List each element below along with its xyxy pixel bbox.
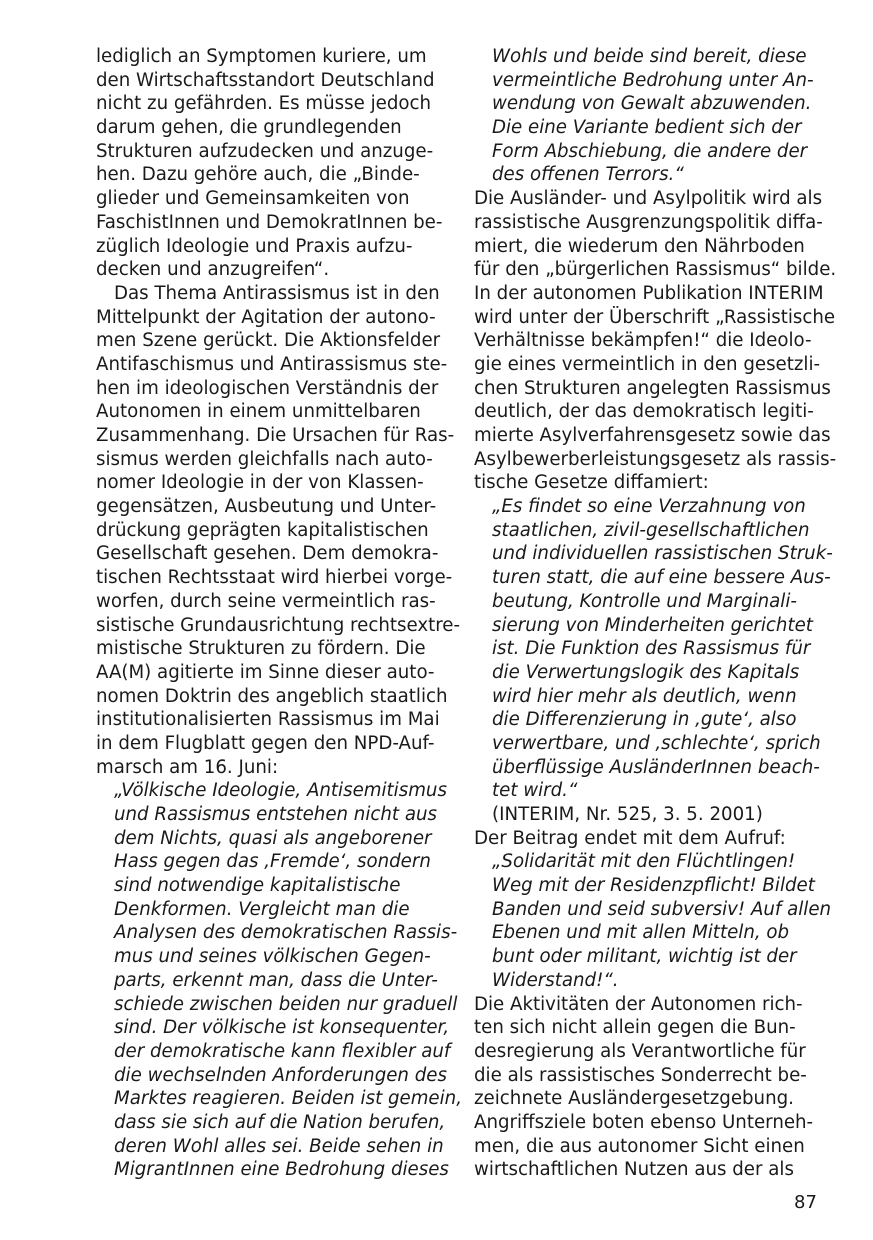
- text-line: ist. Die Funktion des Rassismus für: [492, 638, 811, 660]
- text-line: dem Nichts, quasi als angeborener: [114, 827, 432, 849]
- text-line: beutung, Kontrolle und Marginali-: [492, 590, 797, 612]
- text-line: hen im ideologischen Verständnis der: [96, 377, 439, 399]
- text-line: Mittelpunkt der Agitation der autono-: [96, 306, 436, 328]
- text-line: „Völkische Ideologie, Antisemitismus: [114, 780, 447, 802]
- text-line: Ebenen und mit allen Mitteln, ob: [492, 922, 790, 944]
- text-line: nicht zu gefährden. Es müsse jedoch: [96, 93, 432, 115]
- text-line: und individuellen rassistischen Struk-: [492, 543, 833, 565]
- block-quote: [96, 779, 462, 1182]
- text-line: gie eines vermeintlich in den gesetzli-: [474, 353, 821, 375]
- text-line: in dem Flugblatt gegen den NPD-Auf-: [96, 732, 435, 754]
- text-line: tet wird.“: [492, 780, 578, 802]
- text-line: zeichnete Ausländergesetzgebung.: [474, 1088, 794, 1110]
- text-line: des offenen Terrors.“: [492, 164, 684, 186]
- text-line: für den „bürgerlichen Rassismus“ bilde.: [474, 259, 837, 281]
- text-line: glieder und Gemeinsamkeiten von: [96, 188, 410, 210]
- text-line: worfen, durch seine vermeintlich ras-: [96, 590, 436, 612]
- text-line: tischen Rechtsstaat wird hierbei vorge-: [96, 567, 453, 589]
- text-line: bunt oder militant, wichtig ist der: [492, 946, 797, 968]
- text-line: Verhältnisse bekämpfen!“ die Ideolo-: [474, 330, 812, 352]
- text-line: Form Abschiebung, die andere der: [492, 140, 808, 162]
- text-line: Asylbewerberleistungsgesetz als rassis-: [474, 448, 837, 470]
- text-line: Marktes reagieren. Beiden ist gemein,: [114, 1088, 462, 1110]
- text-line: Banden und seid subversiv! Auf allen: [492, 898, 832, 920]
- text-line: miert, die wiederum den Nährboden: [474, 235, 805, 257]
- text-line: Die eine Variante bedient sich der: [492, 117, 802, 139]
- text-line: Weg mit der Residenzpflicht! Bildet: [492, 875, 815, 897]
- text-line: Zusammenhang. Die Ursachen für Ras-: [96, 425, 455, 446]
- text-line: nomen Doktrin des angeblich staatlich: [96, 685, 448, 707]
- text-line: Gesellschaft gesehen. Dem demokra-: [96, 543, 439, 565]
- citation: (INTERIM, Nr. 525, 3. 5. 2001): [492, 804, 763, 825]
- text-line: darum gehen, die grundlegenden: [96, 117, 402, 139]
- text-line: Die Ausländer- und Asylpolitik wird als: [474, 188, 823, 210]
- paragraph: Der Beitrag endet mit dem Aufruf:: [474, 827, 786, 849]
- text-line: Das Thema Antirassismus ist in den: [114, 282, 440, 304]
- text-line: wird unter der Überschrift „Rassistische: [474, 306, 836, 328]
- text-line: schiede zwischen beiden nur graduell: [114, 993, 458, 1015]
- text-line: institutionalisierten Rassismus im Mai: [96, 709, 440, 731]
- text-line: marsch am 16. Juni:: [96, 756, 279, 778]
- text-line: die Differenzierung in ‚gute‘, also: [492, 709, 797, 731]
- paragraph: [96, 45, 441, 282]
- text-line: Denkformen. Vergleicht man die: [114, 898, 410, 920]
- paragraph: [474, 187, 837, 495]
- text-line: Antifaschismus und Antirassismus ste-: [96, 353, 448, 375]
- text-line: den Wirtschaftsstandort Deutschland: [96, 69, 435, 91]
- text-line: nomer Ideologie in der von Klassen-: [96, 472, 424, 494]
- text-line: deutlich, der das demokratisch legiti-: [474, 401, 814, 423]
- text-line: parts, erkennt man, dass die Unter-: [114, 969, 438, 991]
- text-line: desregierung als Verantwortliche für: [474, 1040, 806, 1062]
- text-line: rassistische Ausgrenzungspolitik diffa-: [474, 211, 823, 233]
- text-line: sistische Grundausrichtung rechtsextre-: [96, 614, 461, 636]
- text-line: drückung geprägten kapitalistischen: [96, 519, 429, 541]
- right-column: [474, 45, 837, 1182]
- page-number: 87: [794, 1192, 817, 1213]
- text-line: der demokratische kann flexibler auf: [114, 1040, 451, 1062]
- text-line: wendung von Gewalt abzuwenden.: [492, 93, 812, 115]
- text-line: staatlichen, zivil-gesellschaftlichen: [492, 519, 810, 541]
- text-line: Hass gegen das ‚Fremde‘, sondern: [114, 851, 431, 873]
- text-line: men, die aus autonomer Sicht einen: [474, 1135, 805, 1157]
- text-line: Autonomen in einem unmittelbaren: [96, 401, 421, 423]
- text-line: gegensätzen, Ausbeutung und Unter-: [96, 496, 437, 518]
- text-line: „Es findet so eine Verzahnung von: [492, 496, 806, 518]
- text-line: mistische Strukturen zu fördern. Die: [96, 638, 426, 660]
- text-line: MigrantInnen eine Bedrohung dieses: [114, 1159, 449, 1181]
- text-line: turen statt, die auf eine bessere Aus-: [492, 567, 831, 589]
- text-line: chen Strukturen angelegten Rassismus: [474, 377, 831, 399]
- text-line: dass sie sich auf die Nation berufen,: [114, 1111, 446, 1133]
- left-column: [96, 45, 462, 1182]
- text-line: die Verwertungslogik des Kapitals: [492, 661, 800, 683]
- text-line: mierte Asylverfahrensgesetz sowie das: [474, 425, 831, 446]
- text-line: sind. Der völkische ist konsequenter,: [114, 1017, 450, 1039]
- text-line: men Szene gerückt. Die Aktionsfelder: [96, 330, 441, 352]
- text-line: die wechselnden Anforderungen des: [114, 1064, 447, 1086]
- text-line: und Rassismus entstehen nicht aus: [114, 804, 437, 825]
- text-line: AA(M) agitierte im Sinne dieser auto-: [96, 661, 435, 683]
- block-quote: [474, 850, 832, 992]
- text-line: Strukturen aufzudecken und anzuge-: [96, 140, 434, 162]
- text-line: vermeintliche Bedrohung unter An-: [492, 69, 814, 91]
- text-line: tische Gesetze diffamiert:: [474, 472, 709, 494]
- text-line: verwertbare, und ‚schlechte‘, sprich: [492, 732, 821, 754]
- text-line: Wohls und beide sind bereit, diese: [492, 46, 807, 67]
- text-line: Widerstand!“.: [492, 969, 619, 991]
- paragraph: [96, 282, 461, 779]
- text-line: züglich Ideologie und Praxis aufzu-: [96, 235, 413, 257]
- text-line: wird hier mehr als deutlich, wenn: [492, 685, 797, 707]
- text-line: sismus werden gleichfalls nach auto-: [96, 448, 433, 470]
- paragraph: [474, 993, 819, 1183]
- block-quote: [474, 45, 819, 187]
- text-line: sierung von Minderheiten gerichtet: [492, 614, 813, 636]
- block-quote: [474, 495, 833, 803]
- text-line: sind notwendige kapitalistische: [114, 875, 401, 897]
- text-line: decken und anzugreifen“.: [96, 259, 330, 281]
- text-line: hen. Dazu gehöre auch, die „Binde-: [96, 164, 420, 186]
- text-line: wirtschaftlichen Nutzen aus der als: [474, 1159, 794, 1181]
- text-line: lediglich an Symptomen kuriere, um: [96, 46, 427, 67]
- text-line: Angriffsziele boten ebenso Unterneh-: [474, 1111, 814, 1133]
- text-line: In der autonomen Publikation INTERIM: [474, 282, 824, 304]
- text-line: Analysen des demokratischen Rassis-: [114, 922, 458, 944]
- text-line: „Solidarität mit den Flüchtlingen!: [492, 851, 796, 873]
- text-line: ten sich nicht allein gegen die Bun-: [474, 1017, 796, 1039]
- text-line: Die Aktivitäten der Autonomen rich-: [474, 993, 803, 1015]
- text-line: die als rassistisches Sonderrecht be-: [474, 1064, 807, 1086]
- text-line: mus und seines völkischen Gegen-: [114, 946, 431, 968]
- text-line: deren Wohl alles sei. Beide sehen in: [114, 1135, 444, 1157]
- text-line: überflüssige AusländerInnen beach-: [492, 756, 820, 778]
- text-line: FaschistInnen und DemokratInnen be-: [96, 211, 443, 233]
